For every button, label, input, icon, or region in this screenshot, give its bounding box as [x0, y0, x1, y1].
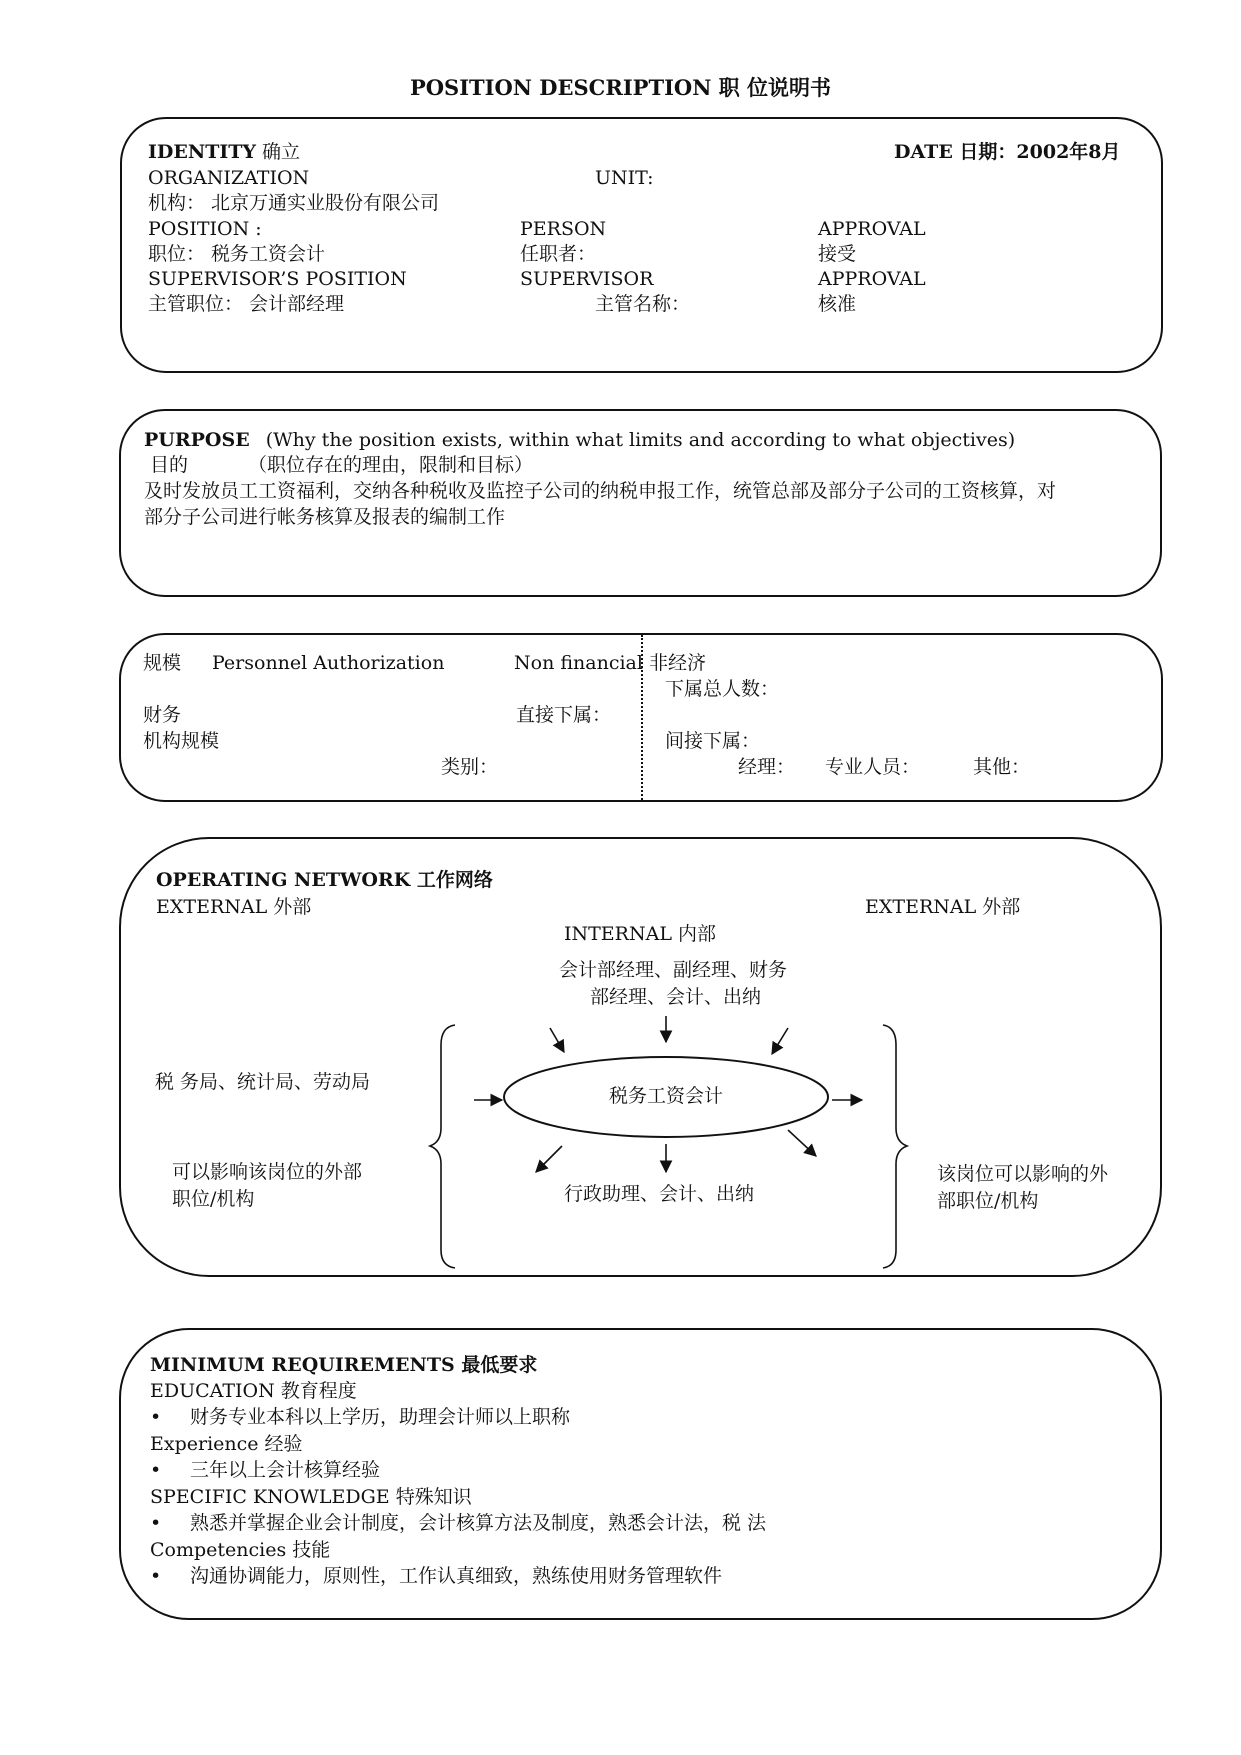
org-scale-label: 机构规模	[143, 730, 220, 752]
external-entities: 税 务局、统计局、劳动局	[155, 1071, 371, 1093]
knowledge-item: • 熟悉并掌握企业会计制度，会计核算方法及制度，熟悉会计法，税 法	[150, 1512, 767, 1534]
supervisor-label: SUPERVISOR	[520, 268, 654, 290]
direct-subordinates-label: 直接下属：	[516, 704, 612, 726]
organization-value: 机构： 北京万通实业股份有限公司	[148, 192, 440, 214]
purpose-text-line2: 部分子公司进行帐务核算及报表的编制工作	[144, 506, 506, 528]
center-role: 税务工资会计	[608, 1085, 723, 1107]
non-financial-label: Non financial 非经济	[514, 652, 706, 674]
right-brace	[883, 1025, 907, 1268]
education-item: • 财务专业本科以上学历，助理会计师以上职称	[150, 1406, 571, 1428]
manager-label: 经理：	[738, 756, 796, 778]
bullet-icon: •	[150, 1459, 162, 1481]
date-field: DATE 日期：2002年8月	[894, 141, 1121, 163]
finance-label: 财务	[143, 704, 182, 726]
supervisor-position-label: SUPERVISOR’S POSITION	[148, 268, 407, 290]
right-note-line1: 该岗位可以影响的外	[937, 1163, 1109, 1185]
document-title: POSITION DESCRIPTION 职 位说明书	[409, 75, 832, 100]
person-cn: 任职者：	[520, 243, 597, 265]
personnel-authorization-label: Personnel Authorization	[212, 652, 445, 674]
indirect-subordinates-label: 间接下属：	[665, 730, 761, 752]
bullet-icon: •	[150, 1512, 162, 1534]
purpose-subtitle: (Why the position exists, within what limits and according to what objectives)	[265, 429, 1016, 451]
knowledge-label: SPECIFIC KNOWLEDGE 特殊知识	[150, 1486, 472, 1508]
internal-top-line2: 部经理、会计、出纳	[590, 986, 762, 1008]
professional-label: 专业人员：	[825, 756, 921, 778]
approval-label: APPROVAL	[818, 218, 926, 240]
competencies-item: • 沟通协调能力，原则性，工作认真细致，熟练使用财务管理软件	[150, 1565, 723, 1587]
approval-cn: 接受	[818, 243, 857, 265]
left-brace	[430, 1025, 455, 1268]
purpose-text-line1: 及时发放员工工资福利，交纳各种税收及监控子公司的纳税申报工作，统管总部及部分子公司的工资核算，对	[144, 480, 1057, 502]
identity-heading-cn: 确立	[262, 141, 301, 163]
left-note-line1: 可以影响该岗位的外部	[172, 1161, 363, 1183]
other-label: 其他：	[973, 756, 1031, 778]
competencies-label: Competencies 技能	[150, 1539, 331, 1561]
right-note-line2: 部职位/机构	[937, 1190, 1039, 1212]
purpose-cn-subtitle: （职位存在的理由，限制和目标）	[248, 454, 534, 476]
left-note-line2: 职位/机构	[172, 1188, 255, 1210]
position-label: POSITION :	[148, 218, 262, 240]
organization-label: ORGANIZATION	[148, 167, 310, 189]
supervisor-name-cn: 主管名称：	[595, 293, 691, 315]
internal-top-line1: 会计部经理、副经理、财务	[559, 959, 788, 981]
purpose-heading: PURPOSE	[144, 429, 250, 451]
category-label: 类别：	[441, 756, 499, 778]
purpose-cn-heading: 目的	[150, 454, 189, 476]
supervisor-position-value: 主管职位： 会计部经理	[148, 293, 345, 315]
bottom-roles: 行政助理、会计、出纳	[564, 1183, 755, 1205]
arrow-bottom-right	[788, 1130, 816, 1156]
internal-label: INTERNAL 内部	[564, 923, 716, 945]
requirements-heading: MINIMUM REQUIREMENTS 最低要求	[150, 1354, 538, 1376]
approval2-cn: 核准	[818, 293, 857, 315]
experience-label: Experience 经验	[150, 1433, 303, 1455]
arrow-bottom-left	[536, 1146, 562, 1172]
position-value: 职位： 税务工资会计	[148, 243, 326, 265]
external-left-label: EXTERNAL 外部	[156, 896, 312, 918]
scale-label-cn: 规模	[143, 652, 182, 674]
arrow-top-left	[550, 1028, 564, 1052]
total-subordinates-label: 下属总人数：	[665, 678, 780, 700]
identity-heading-en: IDENTITY	[148, 141, 256, 163]
bullet-icon: •	[150, 1406, 162, 1428]
external-right-label: EXTERNAL 外部	[865, 896, 1021, 918]
network-heading: OPERATING NETWORK 工作网络	[156, 869, 493, 891]
approval2-label: APPROVAL	[818, 268, 926, 290]
person-label: PERSON	[520, 218, 607, 240]
education-label: EDUCATION 教育程度	[150, 1380, 357, 1402]
bullet-icon: •	[150, 1565, 162, 1587]
arrow-top-right	[772, 1028, 788, 1054]
unit-label: UNIT:	[595, 167, 654, 189]
experience-item: • 三年以上会计核算经验	[150, 1459, 381, 1481]
